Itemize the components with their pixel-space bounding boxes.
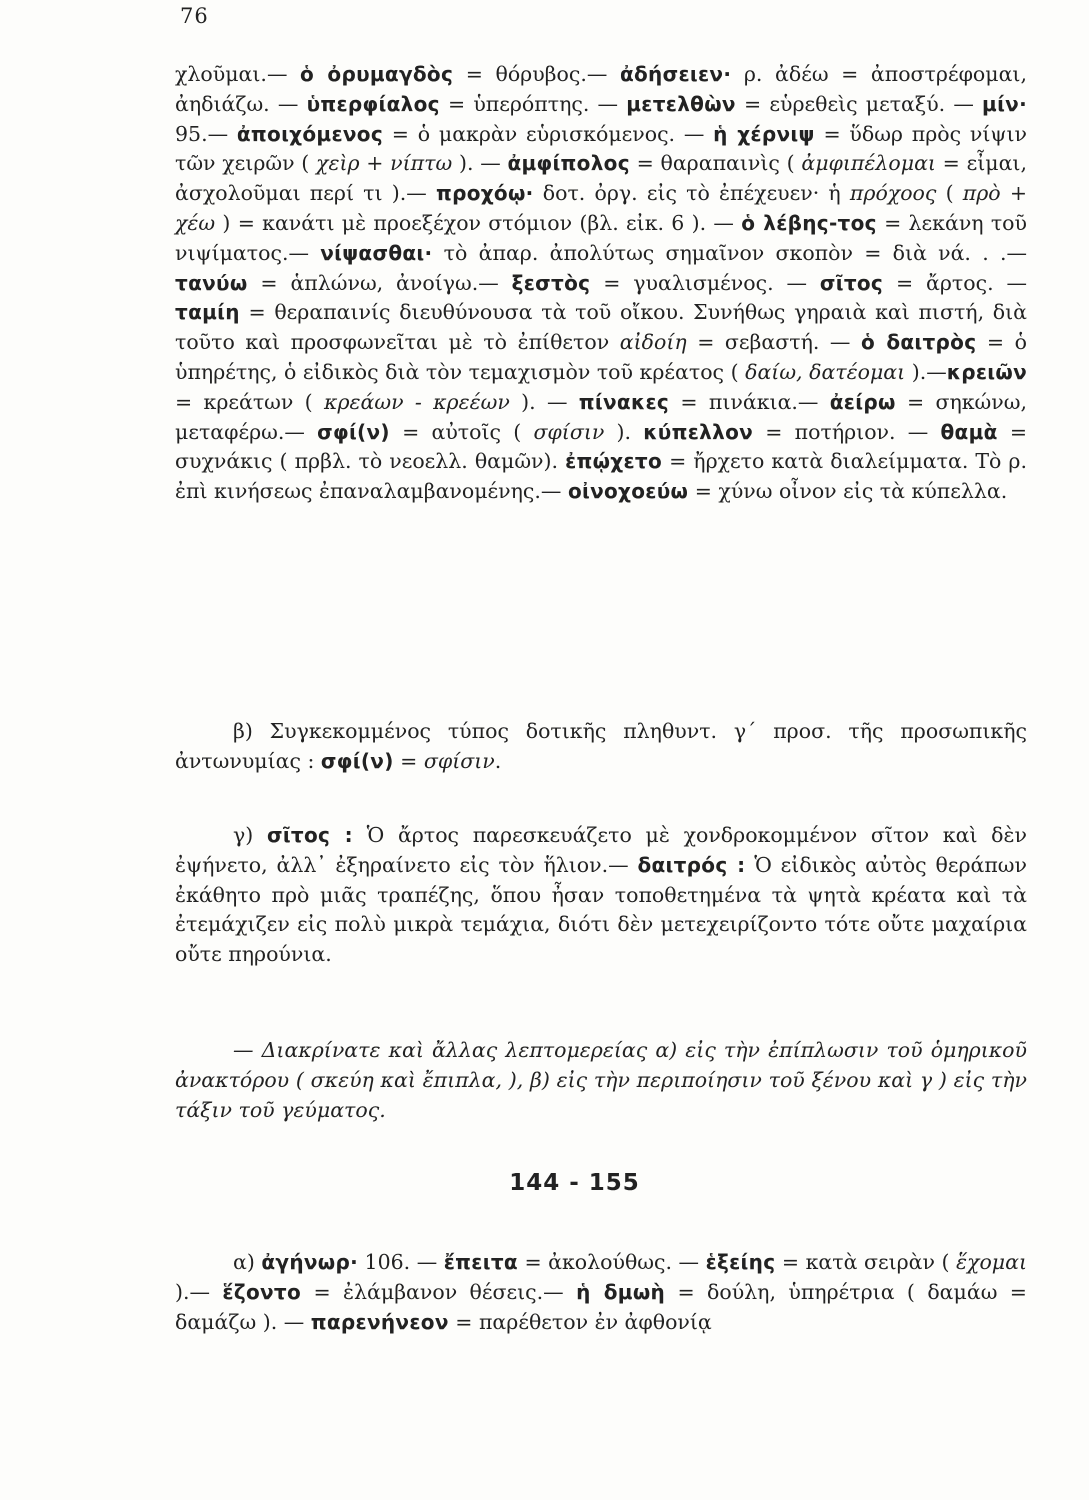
- page-number: 76: [180, 4, 209, 28]
- note-alpha-text: α) ἀγήνωρ· 106. — ἔπειτα = ἀκολούθως. — ἑξείης = κατὰ σειρὰν ( ἕχομαι ).— ἕζοντο = ἐλάμβανον θέσεις.— ἡ δμωὴ = δούλη, ὑπηρέτρια ( δαμάω = δαμάζω ). — παρενήνεον = παρέθετον ἐν ἀφθονίᾳ: [175, 1250, 1028, 1334]
- section-heading: [0, 1170, 1089, 1196]
- glossary-text: χλοῦμαι.— ὁ ὀρυμαγδὸς = θόρυβος.— ἀδήσειεν· ρ. ἀδέω = ἀποστρέφομαι, ἀηδιάζω. — ὑπερφίαλος = ὑπερόπτης. — μετελθὼν = εὑρεθεὶς μεταξύ. — μίν· 95.— ἀποιχόμενος = ὁ μακρὰν εὑρισκόμενος. — ἡ χέρνιψ = ὕδωρ πρὸς νίψιν τῶν χειρῶν ( χεὶρ + νίπτω ). — ἀμφίπολος = θαραπαινὶς ( ἀμφιπέλομαι = εἶμαι, ἀσχολοῦμαι περί τι ).— προχόῳ· δοτ. ὀργ. εἰς τὸ ἐπέχευεν· ἡ πρόχοος ( πρὸ + χέω ) = κανάτι μὲ προεξέχον στόμιον (βλ. εἰκ. 6 ). — ὁ λέβης-τος = λεκάνη τοῦ νιψίματος.— νίψασθαι· τὸ ἀπαρ. ἀπολύτως σημαῖνον σκοπὸν = διὰ νά. . .— τανύω = ἁπλώνω, ἀνοίγω.— ξεστὸς = γυαλισμένος. — σῖτος = ἄρτος. — ταμίη = θεραπαινίς διευθύνουσα τὰ τοῦ οἴκου. Συνήθως γηραιὰ καὶ πιστή, διὰ τοῦτο καὶ προσφωνεῖται μὲ τὸ ἐπίθετον αἰδοίη = σεβαστή. — ὁ δαιτρὸς = ὁ ὑπηρέτης, ὁ εἰδικὸς διὰ τὸν τεμαχισμὸν τοῦ κρέατος ( δαίω, δατέομαι ).—κρειῶν = κρεάτων ( κρεάων - κρεέων ). — πίνακες = πινάκια.— ἀείρω = σηκώνω, μεταφέρω.— σφί(ν) = αὐτοῖς ( σφίσιν ). κύπελλον = ποτήριον. — θαμὰ = συχνάκις ( πρβλ. τὸ νεοελλ. θαμῶν). ἐπῴχετο = ἤρχετο κατὰ διαλείμματα. Τὸ ρ. ἐπὶ κινήσεως ἐπαναλαμβανομένης.— οἰνοχοεύω = χύνω οἶνον εἰς τὰ κύπελλα.: [175, 62, 1028, 504]
- section-heading-text: 144 - 155: [509, 1170, 640, 1196]
- note-beta: [175, 717, 1027, 777]
- exercise-text: — Διακρίνατε καὶ ἄλλας λεπτομερείας α) εἰς τὴν ἐπίπλωσιν τοῦ ὁμηρικοῦ ἀνακτόρου ( σκεύη καὶ ἔπιπλα, ), β) εἰς τὴν περιποίησιν τοῦ ξένου καὶ γ ) εἰς τὴν τάξιν τοῦ γεύματος.: [175, 1038, 1027, 1122]
- exercise-question: [175, 1036, 1027, 1125]
- note-alpha: [175, 1248, 1027, 1337]
- note-gamma: [175, 821, 1027, 970]
- note-beta-text: β) Συγκεκομμένος τύπος δοτικῆς πληθυντ. γ΄ προσ. τῆς προσωπικῆς ἀντωνυμίας : σφί(ν) = σφίσιν.: [175, 719, 1027, 773]
- glossary-paragraph: [175, 60, 1027, 507]
- note-gamma-text: γ) σῖτος : Ὁ ἄρτος παρεσκευάζετο μὲ χονδροκομμένον σῖτον καὶ δὲν ἐψήνετο, ἀλλ᾽ ἐξηραίνετο εἰς τὸν ἥλιον.— δαιτρός : Ὁ εἰδικὸς αὐτὸς θεράπων ἐκάθητο πρὸ μιᾶς τραπέζης, ὅπου ἦσαν τοποθετημένα τὰ ψητὰ κρέατα καὶ τὰ ἐτεμάχιζεν εἰς πολὺ μικρὰ τεμάχια, διότι δὲν μετεχειρίζοντο τότε οὔτε μαχαίρια οὔτε πηρούνια.: [175, 823, 1027, 967]
